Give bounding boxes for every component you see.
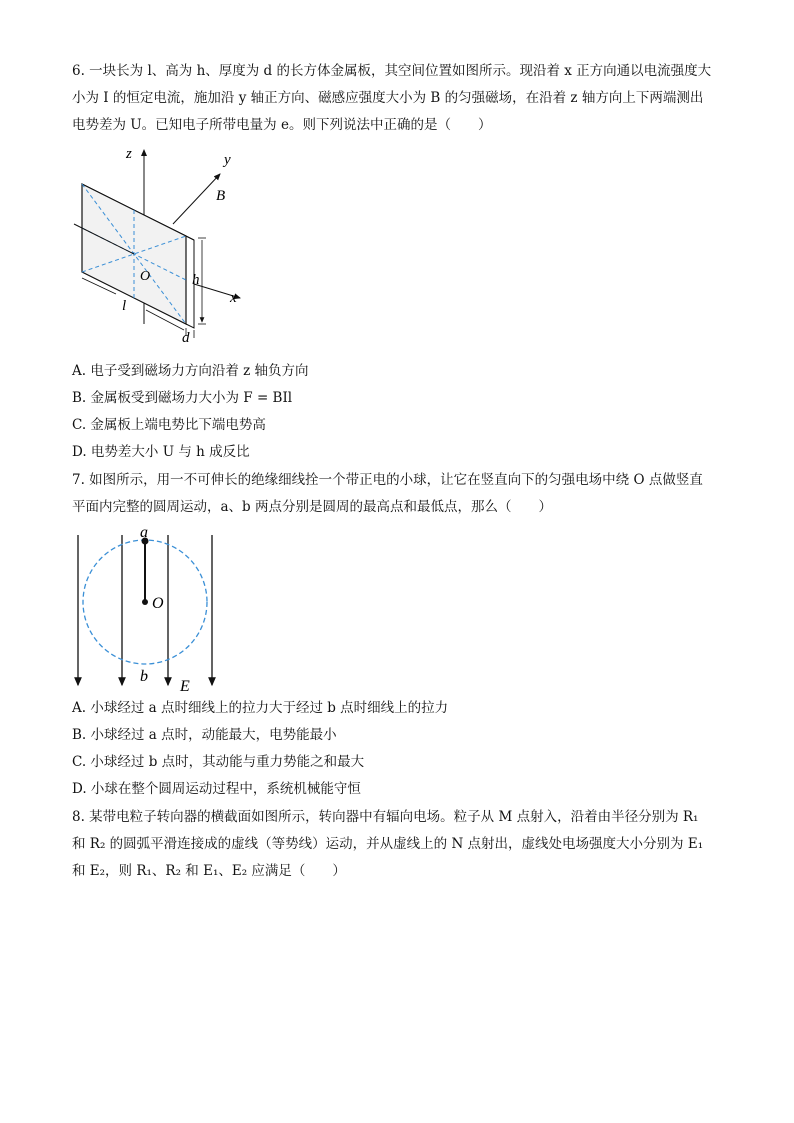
label-b: b bbox=[140, 668, 148, 685]
y-axis bbox=[173, 174, 220, 224]
label-O: O bbox=[152, 595, 164, 612]
label-O: O bbox=[140, 269, 151, 284]
q7-option-c: C. 小球经过 b 点时，其动能与重力势能之和最大 bbox=[72, 754, 365, 770]
q7-stem-line-1: 7. 如图所示，用一不可伸长的绝缘细线拴一个带正电的小球，让它在竖直向下的匀强电场中绕 O 点做竖直 bbox=[72, 472, 703, 488]
q7-option-a: A. 小球经过 a 点时细线上的拉力大于经过 b 点时细线上的拉力 bbox=[72, 700, 449, 716]
label-B: B bbox=[216, 188, 226, 204]
q8-stem-line-3: 和 E₂，则 R₁、R₂ 和 E₁、E₂ 应满足（ ） bbox=[72, 863, 346, 879]
q6-option-d: D. 电势差大小 U 与 h 成反比 bbox=[72, 444, 250, 460]
q7-figure bbox=[68, 523, 228, 695]
q6-figure bbox=[68, 144, 268, 344]
center-o bbox=[142, 599, 148, 605]
q6-option-c: C. 金属板上端电势比下端电势高 bbox=[72, 417, 266, 433]
label-z: z bbox=[126, 146, 132, 162]
q7-option-b: B. 小球经过 a 点时，动能最大，电势能最小 bbox=[72, 727, 337, 743]
q8-stem-line-1: 8. 某带电粒子转向器的横截面如图所示，转向器中有辐向电场。粒子从 M 点射入，沿着由半径分别为 R₁ bbox=[72, 809, 699, 825]
q7-option-d: D. 小球在整个圆周运动过程中，系统机械能守恒 bbox=[72, 781, 361, 797]
q7-stem-line-2: 平面内完整的圆周运动，a、b 两点分别是圆周的最高点和最低点，那么（ ） bbox=[72, 499, 552, 515]
q6-option-b: B. 金属板受到磁场力大小为 F = BIl bbox=[72, 390, 293, 406]
q8-stem-line-2: 和 R₂ 的圆弧平滑连接成的虚线（等势线）运动，并从虚线上的 N 点射出，虚线处电场强度大小分别为 E₁ bbox=[72, 836, 704, 852]
label-x: x bbox=[230, 290, 237, 306]
q6-stem-line-3: 电势差为 U。已知电子所带电量为 e。则下列说法中正确的是（ ） bbox=[72, 117, 492, 133]
label-y: y bbox=[224, 152, 231, 168]
q6-option-a: A. 电子受到磁场力方向沿着 z 轴负方向 bbox=[72, 363, 309, 379]
label-d: d bbox=[182, 330, 190, 344]
label-h: h bbox=[192, 272, 200, 288]
label-E: E bbox=[180, 678, 190, 695]
q6-stem-line-2: 小为 I 的恒定电流，施加沿 y 轴正方向、磁感应强度大小为 B 的匀强磁场，在沿着 z 轴方向上下两端测出 bbox=[72, 90, 704, 106]
label-a: a bbox=[140, 524, 148, 541]
label-l: l bbox=[122, 298, 127, 314]
q6-stem-line-1: 6. 一块长为 l、高为 h、厚度为 d 的长方体金属板，其空间位置如图所示。现沿着 x 正方向通以电流强度大 bbox=[72, 63, 712, 79]
